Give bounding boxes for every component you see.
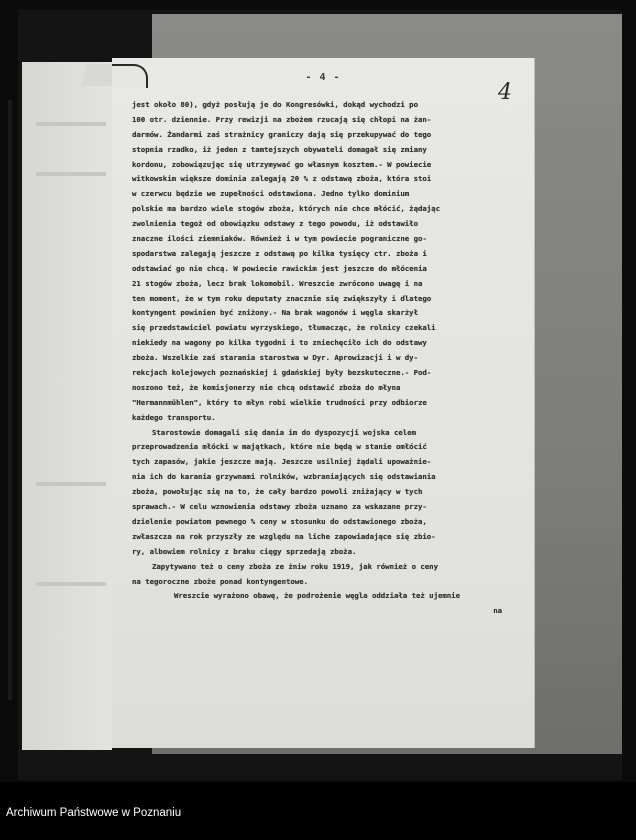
text-line: się przedstawiciel powiatu wyrzyskiego, tłumacząc, że rolnicy czekali	[132, 323, 436, 333]
adjacent-page-edge	[22, 62, 112, 750]
text-line: na	[493, 606, 502, 616]
text-line: niekiedy na wagony po kilka tygodni i to zniechęciło ich do odstawy	[132, 338, 427, 348]
text-line: zboża, powołując się na to, że cały bardzo powoli zniżający w tych	[132, 487, 423, 497]
text-line: Wreszcie wyrażono obawę, że podrożenie węgla oddziała też ujemnie	[174, 591, 460, 601]
text-line: zwłaszcza na rok przyszły ze względu na liche zapowiadające się zbio-	[132, 531, 436, 541]
text-line: nia ich do karania grzywnami rolników, wzbraniających się odstawiania	[132, 472, 436, 482]
text-line: ten moment, że w tym roku deputaty znacznie się zwiększyły i dlatego	[132, 293, 432, 303]
text-line: zwolnienia tegoż od obowiązku odstawy z tego powodu, iż odstawiło	[132, 219, 418, 229]
text-line: stopnia rzadko, iż jeden z tamtejszych obywateli domagał się zmiany	[132, 144, 427, 154]
text-line: 21 stogów zboża, lecz brak lokomobil. Wreszcie zwrócono uwagę i na	[132, 278, 423, 288]
text-line: znaczne ilości ziemniaków. Również i w tym powiecie pograniczne go-	[132, 234, 427, 244]
typed-body-text	[132, 98, 532, 619]
text-line: sprawach.- W celu wznowienia odstawy zboża uznano za wskazane przy-	[132, 502, 427, 512]
archive-name: Archiwum Państwowe w Poznaniu	[6, 807, 182, 819]
text-line: jest około 80), gdyż posłują je do Kongresówki, dokąd wychodzi po	[132, 100, 418, 109]
text-line: witkowskim większe dominia zalegają 20 % z odstawą zboża, która stoi	[132, 174, 432, 184]
text-line: odstawiać go nie chcą. W powiecie rawickim jest jeszcze do młócenia	[132, 263, 427, 273]
text-line: każdego transportu.	[132, 412, 216, 422]
film-edge	[8, 100, 12, 700]
text-line: rekcjach kolejowych poznańskiej i gdańskiej były bezskuteczne.- Pod-	[132, 368, 432, 378]
faded-line	[36, 122, 106, 126]
text-line: kordonu, zobowiązując się utrzymywać go własnym kosztem.- W powiecie	[132, 159, 432, 169]
text-line: "Hermannmühlen", który to młyn robi wielkie trudności przy odbiorze	[132, 397, 427, 407]
text-line: 100 otr. dziennie. Przy rewizji na zbożem rzucają się chłopi na żan-	[132, 114, 432, 124]
text-line: darmów. Żandarmi zaś strażnicy graniczy dają się przekupywać do tego	[132, 129, 432, 139]
text-line: w czerwcu będzie we zupełności odstawiona. Jedno tylko dominium	[132, 189, 410, 199]
text-line: noszono też, że komisjonerzy nie chcą odstawić zboża do młyna	[132, 382, 401, 392]
text-line: polskie ma bardzo wiele stogów zboża, których nie chce młócić, żądając	[132, 204, 440, 214]
text-line: na tegoroczne zboże ponad kontyngentowe.	[132, 576, 308, 586]
text-line: zboża. Wszelkie zaś starania starostwa w Dyr. Aprowizacji i w dy-	[132, 353, 418, 363]
text-line: przeprowadzenia młócki w majątkach, które nie będą w stanie omłócić	[132, 442, 427, 452]
text-line: tych zapasów, jakie jeszcze mają. Jeszcze usilniej żądali upoważnie-	[132, 457, 432, 467]
faded-line	[36, 582, 106, 586]
text-line: Starostowie domagali się dania im do dyspozycji wojska celem	[152, 427, 416, 437]
text-line: dzielenie powiatom pewnego % ceny w stosunku do odstawionego zboża,	[132, 516, 427, 526]
archive-footer	[0, 782, 636, 840]
document-page	[112, 58, 534, 748]
text-line: ry, albowiem rolnicy z braku cięgy sprzedają zboża.	[132, 546, 357, 556]
faded-line	[36, 172, 106, 176]
handwritten-folio-number: 4	[498, 80, 512, 105]
faded-line	[36, 482, 106, 486]
paper-clip-fold	[112, 64, 148, 88]
text-line: spodarstwa zalegają jeszcze z odstawą po kilka tysięcy ctr. zboża i	[132, 248, 427, 258]
text-line: kontyngent powinien być zniżony.- Na brak wagonów i węgla skarżył	[132, 308, 418, 318]
text-line: Zapytywano też o ceny zboża ze żniw roku 1919, jak również o ceny	[152, 561, 438, 571]
page-number: - 4 -	[305, 72, 341, 83]
